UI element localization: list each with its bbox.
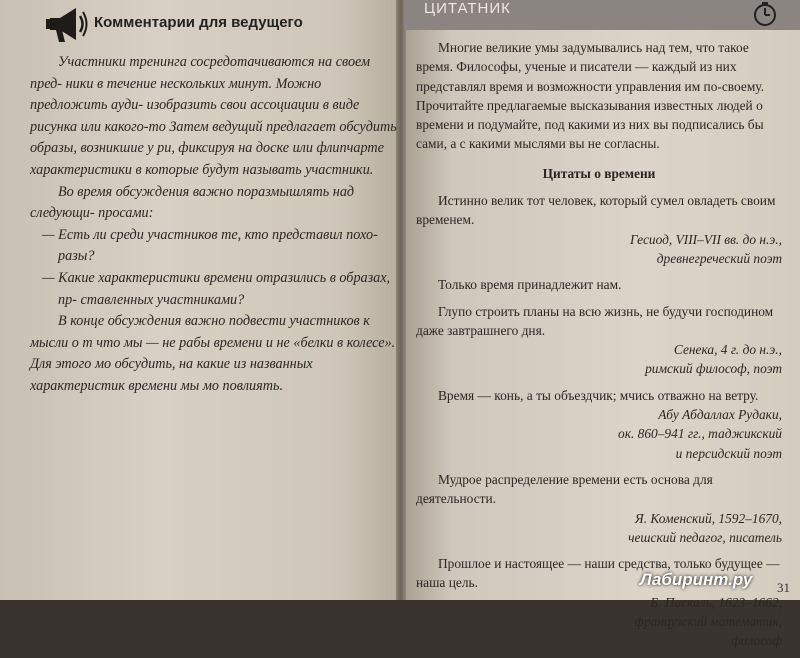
quote-text: Только время принадлежит нам. <box>438 277 622 293</box>
left-paragraph: — Есть ли среди участников те, кто представил похо- разы? <box>42 226 378 265</box>
left-page-title: Комментарии для ведущего <box>94 14 303 31</box>
quote-attribution: Б. Паскаль, 1623–1662, <box>650 594 782 610</box>
quote-attribution: и персидский поэт <box>675 445 782 461</box>
quote-block <box>416 191 782 275</box>
quote-attribution: французский математик, <box>634 614 782 630</box>
left-paragraph: В конце обсуждения важно подвести участников к мысли о т что мы — не рабы времени и не «белки в колесе». Для этого мо обсудить, на какие из названных характеристик времени мы мо повлиять. <box>30 313 396 394</box>
quote-attribution: философ <box>731 633 782 649</box>
megaphone-icon <box>44 4 88 49</box>
page-number: 31 <box>777 580 790 595</box>
quote-block <box>416 386 782 470</box>
quote-text: Прошлое и настоящее — наши средства, только будущее — наша цель. <box>416 556 780 591</box>
intro-text: Многие великие умы задумывались над тем, что такое время. Философы, ученые и писатели — каждый из них представлял время и возможности управления им по-своему. Прочитайте предлагаемые высказывания известных людей о времени и подумайте, под какими из них вы подписались бы сами, а с какими мыслями вы не согласны. <box>416 40 765 152</box>
quote-attribution: Я. Коменский, 1592–1670, <box>634 510 782 526</box>
quote-attribution: Сенека, 4 г. до н.э., <box>673 342 782 358</box>
quote-attribution: римский философ, поэт <box>645 361 782 377</box>
left-paragraph: — Какие характеристики времени отразились в образах, пр- ставленных участниками? <box>42 269 391 308</box>
quote-text: Время — конь, а ты объездчик; мчись отважно на ветру. <box>438 387 759 403</box>
quote-attribution: Абу Абдаллах Рудаки, <box>658 407 782 423</box>
quote-attribution: чешский педагог, писатель <box>628 529 782 545</box>
quote-text: Мудрое распределение времени есть основа для деятельности. <box>416 471 713 507</box>
right-page-body <box>416 38 782 658</box>
quote-block <box>416 470 782 554</box>
watermark: Лабиринт.ру <box>640 570 753 589</box>
left-paragraph: Участники тренинга сосредотачиваются на своем пред- ники в течение нескольких минут. Можно предложить ауди- изобразить свои ассоциации в виде рисунка или какого-то Затем ведущий предлагает обсудить образы, возникшие у ри, фиксируя на доске или флипчарте характеристики в которые будут называть участники. <box>30 54 397 178</box>
quote-block <box>416 275 782 301</box>
quote-attribution: древнегреческий поэт <box>656 250 782 266</box>
left-page-header <box>44 2 344 48</box>
banner-title: ЦИТАТНИК <box>424 0 511 17</box>
quote-attribution: Гесиод, VIII–VII вв. до н.э., <box>629 231 782 247</box>
quote-block <box>416 302 782 386</box>
quote-attribution: ок. 860–941 гг., таджикский <box>618 426 782 442</box>
clock-icon <box>752 2 778 33</box>
left-paragraph: Во время обсуждения важно поразмышлять над следующи- просами: <box>30 183 355 222</box>
quote-text: Глупо строить планы на всю жизнь, не будучи господином даже завтрашнего дня. <box>416 303 774 338</box>
left-page-body <box>30 52 400 398</box>
quote-text: Истинно велик тот человек, который сумел овладеть своим временем. <box>416 193 776 228</box>
section-title: Цитаты о времени <box>542 165 656 181</box>
